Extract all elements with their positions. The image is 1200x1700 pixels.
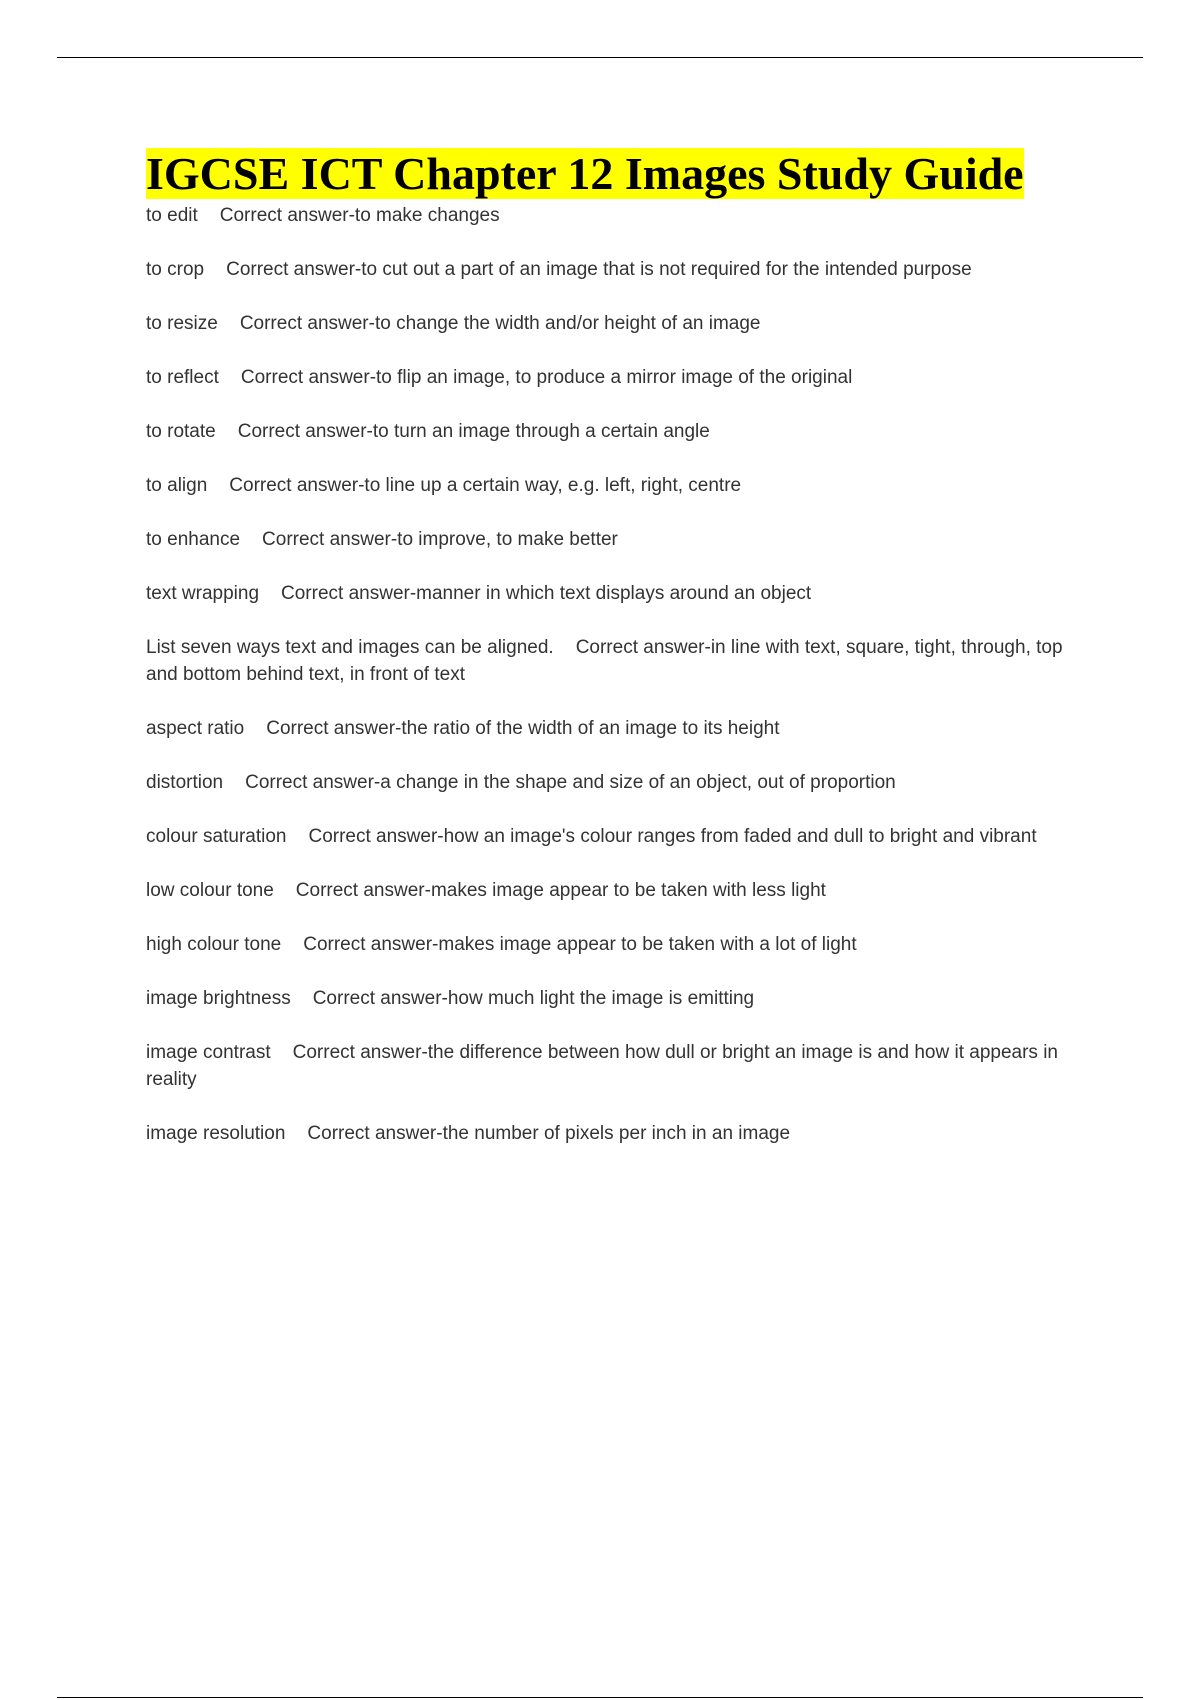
entry-answer: Correct answer-the number of pixels per inch in an image [307, 1123, 791, 1144]
entry-term: image contrast [146, 1042, 271, 1063]
entry-answer: Correct answer-makes image appear to be taken with a lot of light [303, 934, 857, 955]
entry-term: distortion [146, 772, 224, 793]
entry-term: to rotate [146, 421, 216, 442]
list-item [146, 580, 1076, 607]
list-item [146, 1120, 1076, 1147]
entry-term: to crop [146, 259, 205, 280]
list-item [146, 985, 1076, 1012]
entry-term: aspect ratio [146, 718, 245, 739]
document-body [146, 146, 1076, 1174]
page-top-rule [57, 57, 1143, 58]
entry-answer: Correct answer-to cut out a part of an image that is not required for the intended purpose [226, 259, 972, 280]
entry-answer: Correct answer-how an image's colour ranges from faded and dull to bright and vibrant [308, 826, 1037, 847]
list-item [146, 472, 1076, 499]
list-item [146, 418, 1076, 445]
document-title-text: IGCSE ICT Chapter 12 Images Study Guide [146, 148, 1024, 199]
entry-term: to reflect [146, 367, 219, 388]
document-title [146, 146, 1076, 202]
entry-answer: Correct answer-in line with text, square, tight, through, top and bottom behind text, in front of text [146, 637, 1063, 685]
entry-answer: Correct answer-to turn an image through a certain angle [237, 421, 710, 442]
list-item [146, 715, 1076, 742]
entry-answer: Correct answer-the difference between how dull or bright an image is and how it appears in reality [146, 1042, 1058, 1090]
entry-answer: Correct answer-the ratio of the width of an image to its height [266, 718, 780, 739]
entry-term: high colour tone [146, 934, 282, 955]
entry-list [146, 202, 1076, 1147]
entry-term: image brightness [146, 988, 291, 1009]
entry-answer: Correct answer-manner in which text displays around an object [281, 583, 812, 604]
list-item [146, 634, 1076, 688]
list-item [146, 526, 1076, 553]
entry-answer: Correct answer-to line up a certain way, e.g. left, right, centre [229, 475, 742, 496]
list-item [146, 931, 1076, 958]
list-item [146, 310, 1076, 337]
entry-term: low colour tone [146, 880, 274, 901]
list-item [146, 823, 1076, 850]
list-item [146, 202, 1076, 229]
list-item [146, 1039, 1076, 1093]
entry-answer: Correct answer-to change the width and/or height of an image [239, 313, 761, 334]
list-item [146, 256, 1076, 283]
list-item [146, 877, 1076, 904]
list-item [146, 769, 1076, 796]
entry-answer: Correct answer-a change in the shape and size of an object, out of proportion [245, 772, 896, 793]
entry-term: to resize [146, 313, 218, 334]
entry-term: colour saturation [146, 826, 287, 847]
entry-term: List seven ways text and images can be aligned. [146, 637, 554, 658]
list-item [146, 364, 1076, 391]
entry-answer: Correct answer-to improve, to make better [262, 529, 618, 550]
entry-term: image resolution [146, 1123, 286, 1144]
entry-term: to align [146, 475, 208, 496]
entry-answer: Correct answer-how much light the image is emitting [312, 988, 755, 1009]
entry-term: to enhance [146, 529, 241, 550]
entry-term: text wrapping [146, 583, 260, 604]
entry-answer: Correct answer-to flip an image, to produce a mirror image of the original [240, 367, 853, 388]
entry-term: to edit [146, 205, 198, 226]
entry-answer: Correct answer-makes image appear to be taken with less light [295, 880, 826, 901]
entry-answer: Correct answer-to make changes [219, 205, 500, 226]
page-bottom-rule [57, 1697, 1143, 1698]
